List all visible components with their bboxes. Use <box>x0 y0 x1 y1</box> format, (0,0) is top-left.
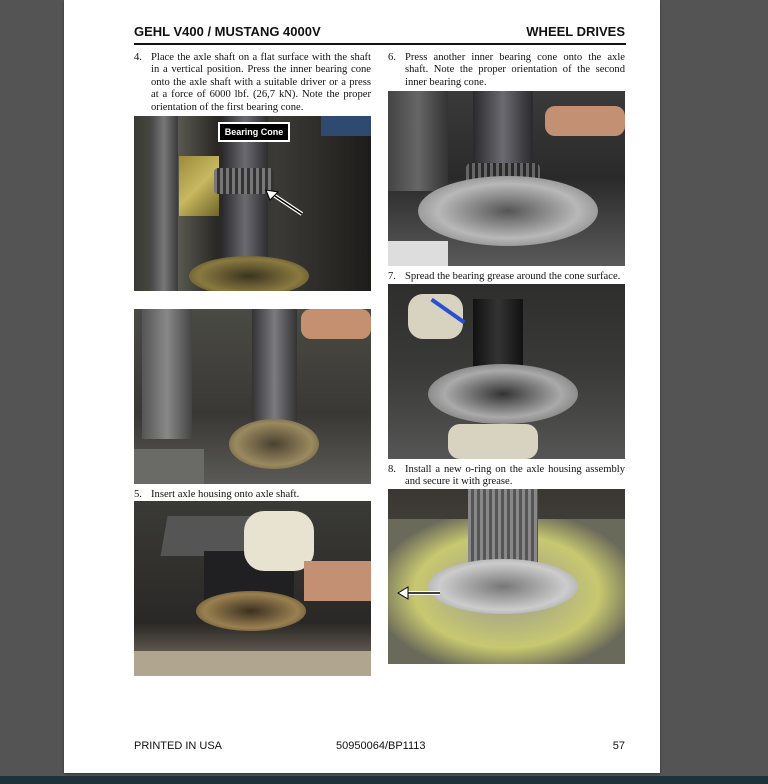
step-number: 5. <box>134 489 142 500</box>
header-rule <box>134 43 626 45</box>
photo-grease-cone <box>388 284 625 459</box>
step-number: 7. <box>388 271 396 282</box>
step-number: 6. <box>388 52 396 63</box>
step-text: Press another inner bearing cone onto the axle shaft. Note the proper orientation of the second inner bearing cone. <box>405 52 625 88</box>
photo-axle-housing <box>134 501 371 676</box>
step-number: 4. <box>134 52 142 63</box>
step-4 <box>134 52 371 114</box>
step-text: Place the axle shaft on a flat surface with the shaft in a vertical position. Press the inner bearing cone onto the axle shaft with a suitable driver or a press at a force of 6000 lbf. (26,7 kN). Note the proper orientation of the first bearing cone. <box>151 52 371 113</box>
step-8 <box>388 464 625 489</box>
step-text: Install a new o-ring on the axle housing assembly and secure it with grease. <box>405 464 625 488</box>
arrow-icon <box>264 188 304 216</box>
photo-second-bearing <box>388 91 625 266</box>
taskbar <box>0 776 768 784</box>
step-text: Insert axle housing onto axle shaft. <box>151 489 300 500</box>
step-number: 8. <box>388 464 396 475</box>
footer-printed: PRINTED IN USA <box>134 740 223 752</box>
photo-bearing-pressed <box>134 309 371 484</box>
arrow-icon <box>396 585 442 601</box>
section-title: WHEEL DRIVES <box>526 24 625 39</box>
step-6 <box>388 52 625 89</box>
photo-bearing-cone-press <box>134 116 371 291</box>
step-7 <box>388 271 625 283</box>
step-text: Spread the bearing grease around the cone surface. <box>405 271 621 282</box>
step-5 <box>134 489 371 501</box>
label-text: Bearing Cone <box>220 124 288 140</box>
photo-o-ring <box>388 489 625 664</box>
page-number: 57 <box>612 740 625 752</box>
bearing-cone-label <box>218 122 290 142</box>
document-page <box>64 0 660 773</box>
manual-title: GEHL V400 / MUSTANG 4000V <box>134 24 321 39</box>
footer-doc-number: 50950064/BP1113 <box>336 740 426 752</box>
